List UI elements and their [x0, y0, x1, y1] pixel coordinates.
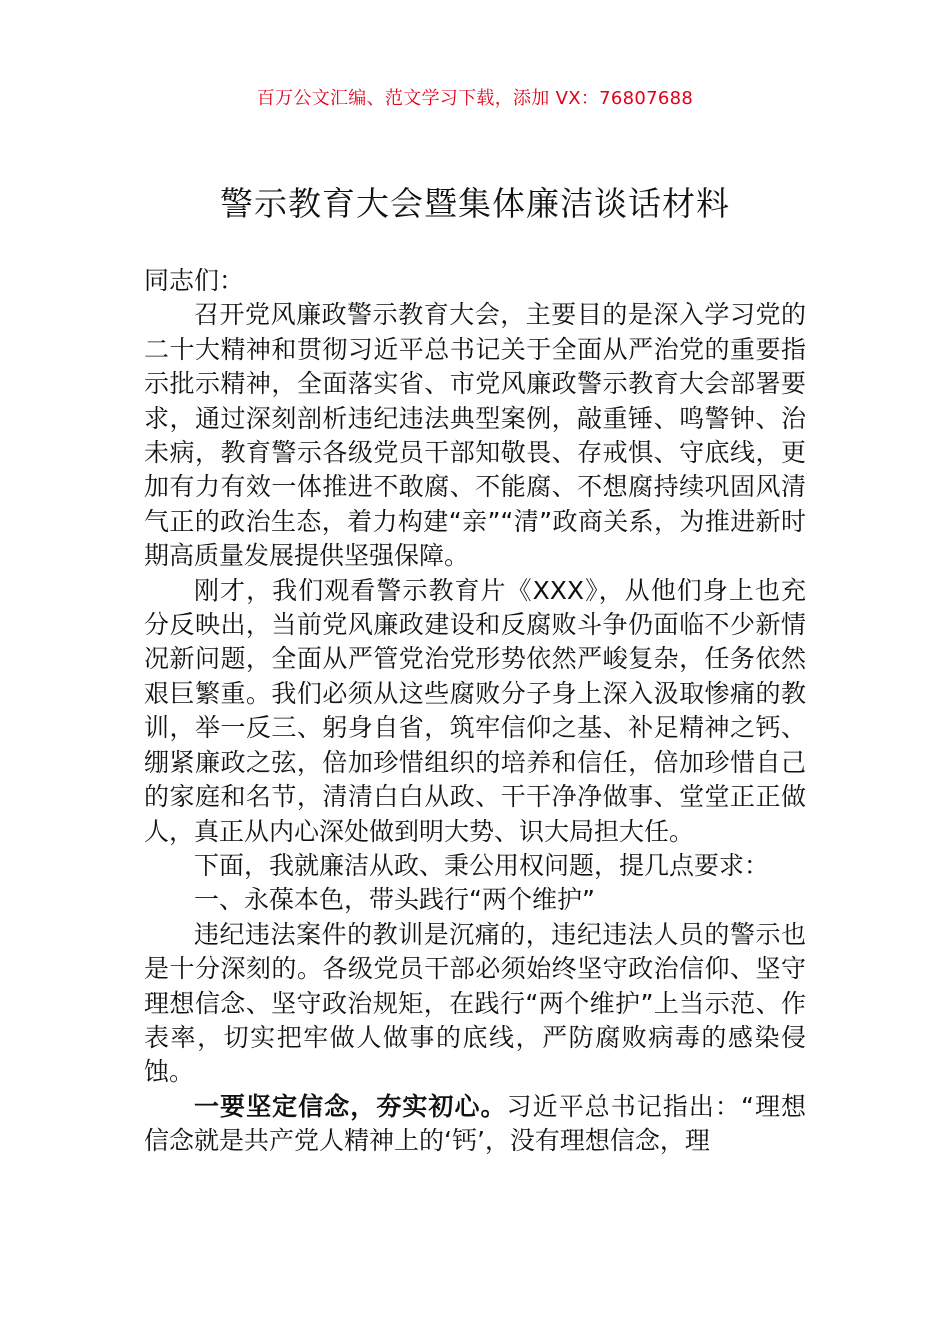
- paragraph-warning-film: 刚才，我们观看警示教育片《XXX》，从他们身上也充分反映出，当前党风廉政建设和反腐败斗争仍面临不少新情况新问题，全面从严管党治党形势依然严峻复杂，任务依然艰巨繁重。我们必须从这些腐败分子身上深入汲取惨痛的教训，举一反三、躬身自省，筑牢信仰之基、补足精神之钙、绷紧廉政之弦，倍加珍惜组织的培养和信任，倍加珍惜自己的家庭和名节，清清白白从政、干干净净做事、堂堂正正做人，真正从内心深处做到明大势、识大局担大任。: [144, 575, 806, 846]
- document-body: [144, 264, 806, 1159]
- salutation: 同志们：: [144, 266, 245, 295]
- section-heading-1: 一、永葆本色，带头践行“两个维护”: [194, 885, 595, 915]
- document-title: 警示教育大会暨集体廉洁谈话材料: [220, 184, 730, 223]
- paragraph-intro: 召开党风廉政警示教育大会，主要目的是深入学习党的二十大精神和贯彻习近平总书记关于全面从严治党的重要指示批示精神，全面落实省、市党风廉政警示教育大会部署要求，通过深刻剖析违纪违法典型案例，敲重锤、鸣警钟、治未病，教育警示各级党员干部知敬畏、存戒惧、守底线，更加有力有效一体推进不敢腐、不能腐、不想腐持续巩固风清气正的政治生态，着力构建“亲”“清”政商关系，为推进新时期高质量发展提供坚强保障。: [144, 300, 806, 571]
- header-note: 百万公文汇编、范文学习下载，添加 VX：76807688: [256, 88, 694, 109]
- point-1-text: 习近平总书记指出：“理想信念就是共产党人精神上的‘钙’，没有理想信念，理: [144, 1091, 806, 1156]
- point-1-bold-lead: 一要坚定信念，夯实初心。: [194, 1091, 507, 1121]
- paragraph-requirements-lead: 下面，我就廉洁从政、秉公用权问题，提几点要求：: [194, 850, 770, 880]
- paragraph-point-1: [144, 1090, 806, 1159]
- paragraph-section-1: 违纪违法案件的教训是沉痛的，违纪违法人员的警示也是十分深刻的。各级党员干部必须始终坚守政治信仰、坚守理想信念、坚守政治规矩，在践行“两个维护”上当示范、作表率，切实把牢做人做事的底线，严防腐败病毒的感染侵蚀。: [144, 919, 806, 1087]
